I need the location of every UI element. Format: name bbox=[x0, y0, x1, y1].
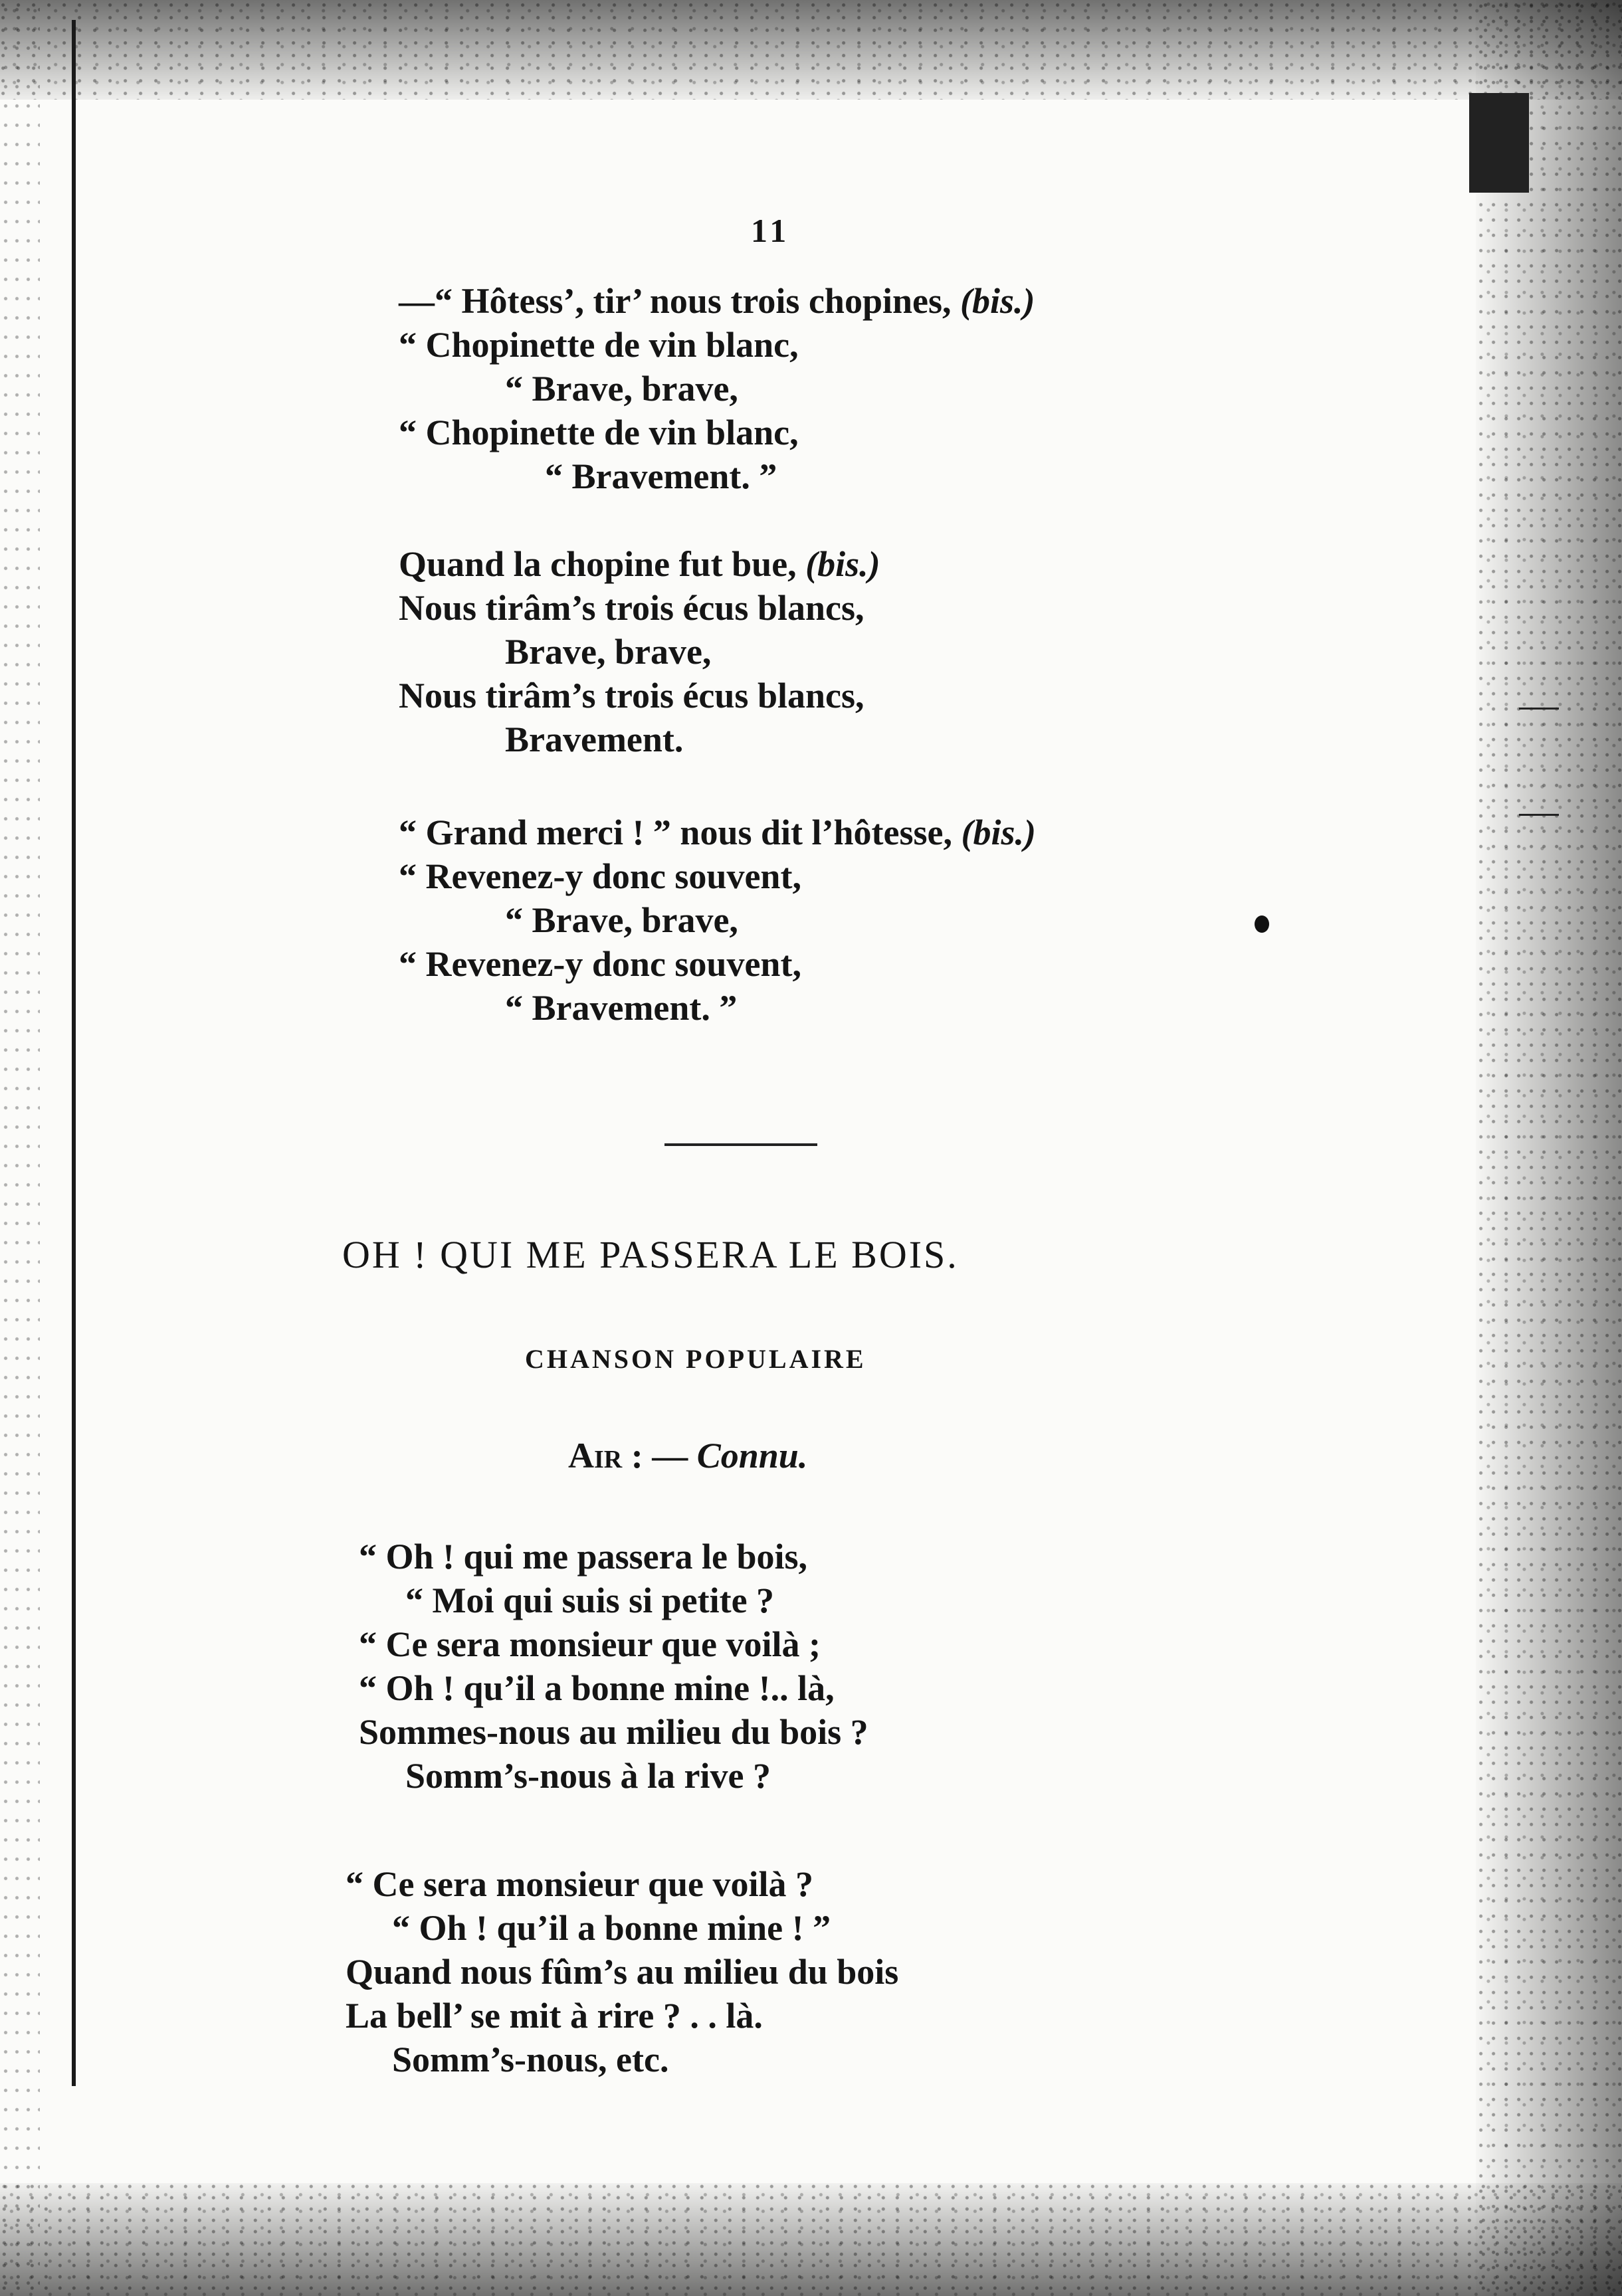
verse-text: “ Revenez-y donc souvent, bbox=[399, 944, 801, 984]
verse-line bbox=[359, 1666, 1356, 1710]
verse-text: Sommes-nous au milieu du bois ? bbox=[359, 1712, 868, 1752]
stanza-2 bbox=[399, 542, 1395, 761]
verse-line bbox=[346, 1950, 1342, 1994]
stanza-1 bbox=[399, 279, 1395, 498]
verse-text: “ Bravement. ” bbox=[505, 988, 738, 1028]
verse-line bbox=[346, 1906, 1342, 1950]
song-subtitle: CHANSON POPULAIRE bbox=[525, 1344, 866, 1374]
verse-text: “ Brave, brave, bbox=[505, 900, 738, 940]
verse-line bbox=[399, 674, 1395, 718]
verse-text: “ Chopinette de vin blanc, bbox=[399, 325, 799, 365]
verse-line bbox=[399, 411, 1395, 454]
verse-text: “ Bravement. ” bbox=[545, 456, 777, 496]
verse-line bbox=[359, 1754, 1356, 1798]
verse-text: Bravement. bbox=[505, 719, 684, 759]
verse-text: “ Moi qui suis si petite ? bbox=[405, 1580, 775, 1620]
verse-line bbox=[359, 1578, 1356, 1622]
verse-line bbox=[399, 279, 1395, 323]
verse-line bbox=[399, 630, 1395, 674]
verse-line bbox=[359, 1535, 1356, 1578]
verse-line bbox=[399, 323, 1395, 367]
verse-line bbox=[399, 898, 1395, 942]
repeat-marker: (bis.) bbox=[961, 813, 1036, 852]
verse-line bbox=[346, 1994, 1342, 2038]
air-line bbox=[568, 1435, 807, 1476]
verse-text: —“ Hôtess’, tir’ nous trois chopines, bbox=[399, 281, 960, 321]
verse-text: “ Brave, brave, bbox=[505, 369, 738, 409]
verse-line bbox=[359, 1622, 1356, 1666]
verse-line bbox=[399, 718, 1395, 761]
air-label: Air : — bbox=[568, 1436, 697, 1476]
verse-line bbox=[346, 1862, 1342, 1906]
verse-line bbox=[399, 454, 1395, 498]
verse-line bbox=[399, 367, 1395, 411]
verse-text: Brave, brave, bbox=[505, 632, 712, 672]
verse-line bbox=[399, 811, 1395, 854]
verse-text: “ Grand merci ! ” nous dit l’hôtesse, bbox=[399, 813, 962, 852]
verse-line bbox=[359, 1710, 1356, 1754]
verse-line bbox=[399, 942, 1395, 986]
verse-text: Nous tirâm’s trois écus blancs, bbox=[399, 676, 864, 716]
verse-text: “ Oh ! qu’il a bonne mine !.. là, bbox=[359, 1668, 835, 1708]
verse-text: “ Oh ! qu’il a bonne mine ! ” bbox=[392, 1908, 831, 1948]
verse-text: “ Oh ! qui me passera le bois, bbox=[359, 1537, 808, 1577]
verse-line bbox=[399, 986, 1395, 1030]
verse-text: Somm’s-nous à la rive ? bbox=[405, 1756, 771, 1796]
stanza-5 bbox=[346, 1862, 1342, 2081]
verse-text: “ Chopinette de vin blanc, bbox=[399, 413, 799, 452]
verse-text: Nous tirâm’s trois écus blancs, bbox=[399, 588, 864, 628]
repeat-marker: (bis.) bbox=[805, 544, 880, 584]
stanza-4 bbox=[359, 1535, 1356, 1798]
verse-text: “ Ce sera monsieur que voilà ? bbox=[346, 1864, 813, 1904]
stanza-3 bbox=[399, 811, 1395, 1030]
verse-line bbox=[346, 2038, 1342, 2081]
verse-text: “ Revenez-y donc souvent, bbox=[399, 856, 801, 896]
air-value: Connu. bbox=[696, 1436, 808, 1476]
repeat-marker: (bis.) bbox=[960, 281, 1035, 321]
section-divider bbox=[664, 1143, 817, 1146]
verse-text: Somm’s-nous, etc. bbox=[392, 2040, 669, 2079]
verse-line bbox=[399, 854, 1395, 898]
verse-text: La bell’ se mit à rire ? . . là. bbox=[346, 1996, 763, 2036]
verse-line bbox=[399, 542, 1395, 586]
verse-text: Quand nous fûm’s au milieu du bois bbox=[346, 1952, 899, 1992]
song-title: OH ! QUI ME PASSERA LE BOIS. bbox=[342, 1233, 959, 1276]
verse-text: “ Ce sera monsieur que voilà ; bbox=[359, 1624, 821, 1664]
verse-text: Quand la chopine fut bue, bbox=[399, 544, 806, 584]
verse-line bbox=[399, 586, 1395, 630]
page-number: 11 bbox=[751, 212, 791, 249]
